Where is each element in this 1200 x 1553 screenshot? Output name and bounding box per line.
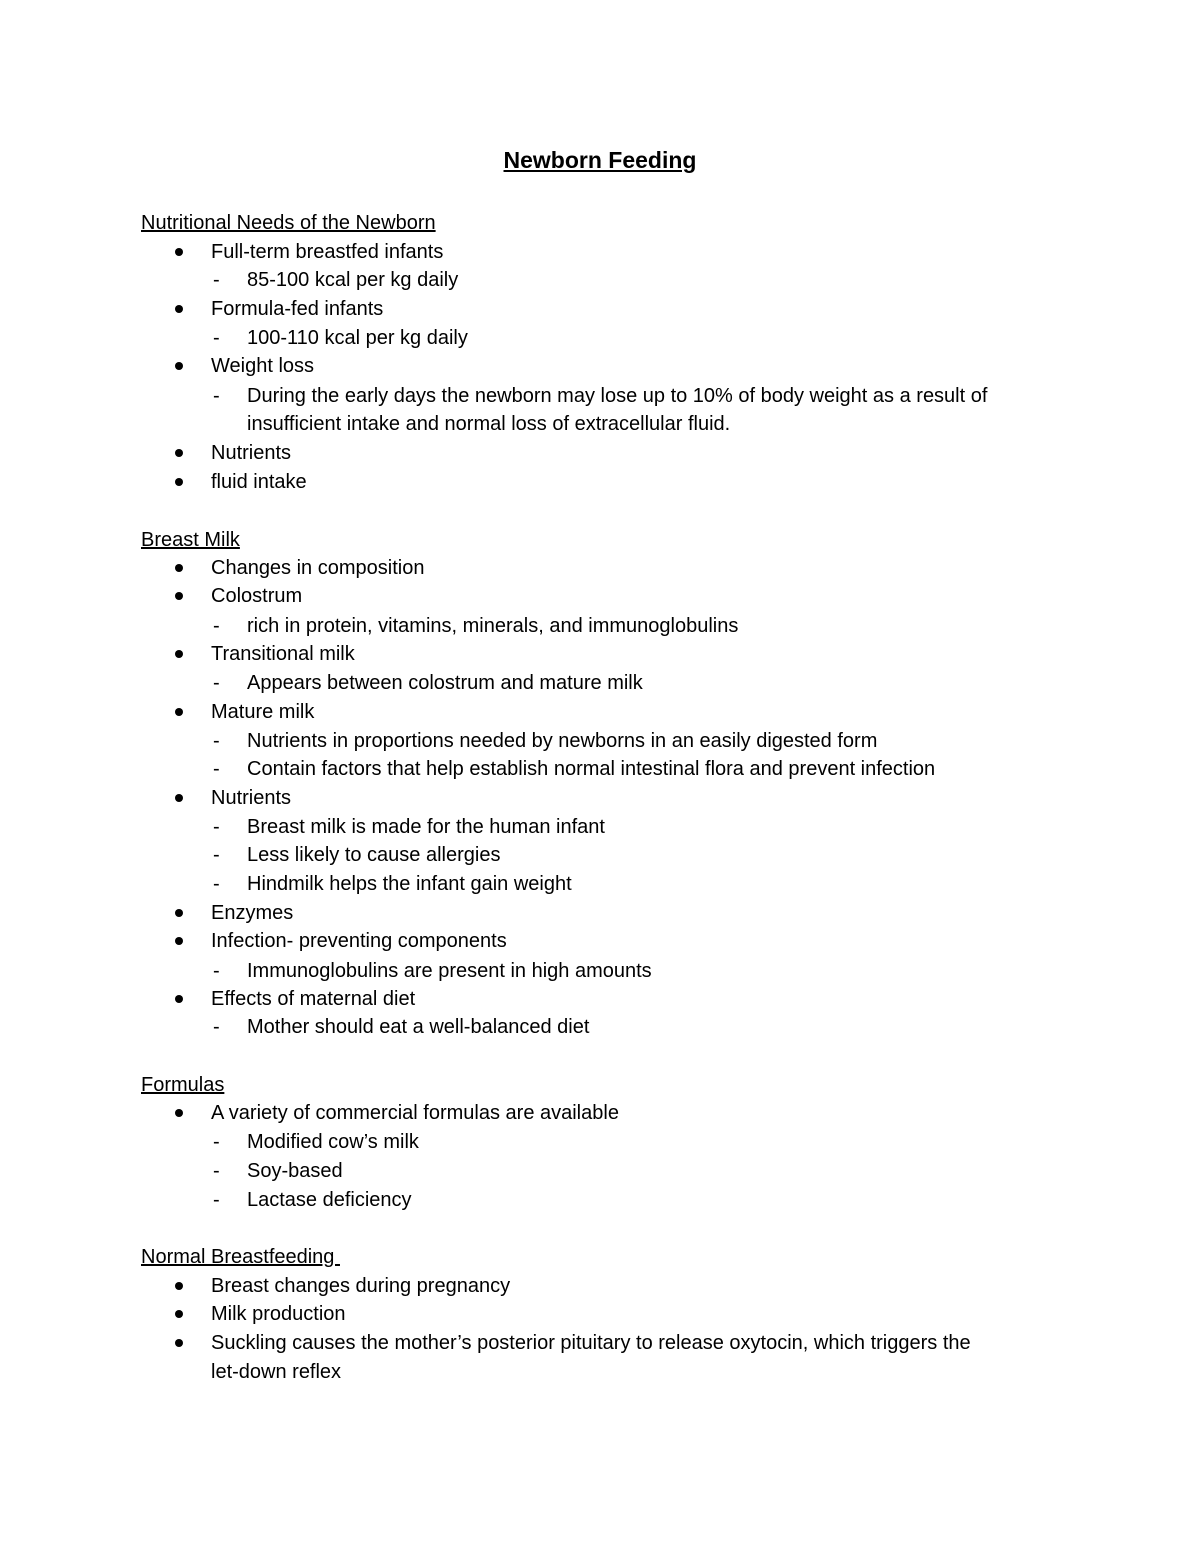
bullet-item: Transitional milk [211, 643, 355, 665]
bullet-icon [175, 909, 183, 917]
bullet-icon [175, 362, 183, 370]
section-heading-nutritional-needs: Nutritional Needs of the Newborn [141, 212, 436, 234]
bullet-icon [175, 1109, 183, 1117]
dash-icon: - [213, 327, 220, 349]
bullet-icon [175, 592, 183, 600]
page-title: Newborn Feeding [503, 147, 697, 173]
dash-icon: - [213, 730, 220, 752]
bullet-icon [175, 708, 183, 716]
bullet-item: Milk production [211, 1303, 346, 1325]
bullet-icon [175, 449, 183, 457]
bullet-item: Suckling causes the mother’s posterior pituitary to release oxytocin, which triggers the [211, 1332, 971, 1354]
sub-item: Immunoglobulins are present in high amounts [247, 960, 652, 982]
bullet-item: Formula-fed infants [211, 298, 384, 320]
dash-icon: - [213, 758, 220, 780]
dash-icon: - [213, 1189, 220, 1211]
bullet-item: Nutrients [211, 442, 292, 464]
bullet-item: Weight loss [211, 355, 315, 377]
bullet-icon [175, 794, 183, 802]
sub-item: Less likely to cause allergies [247, 844, 501, 866]
dash-icon: - [213, 816, 220, 838]
sub-item: Nutrients in proportions needed by newborns in an easily digested form [247, 730, 878, 752]
bullet-item: Changes in composition [211, 557, 425, 579]
bullet-item: Nutrients [211, 787, 292, 809]
dash-icon: - [213, 960, 220, 982]
sub-item: 100-110 kcal per kg daily [247, 327, 468, 349]
bullet-item: fluid intake [211, 471, 307, 493]
dash-icon: - [213, 1131, 220, 1153]
dash-icon: - [213, 269, 220, 291]
dash-icon: - [213, 1016, 220, 1038]
bullet-item: Effects of maternal diet [211, 988, 416, 1010]
bullet-item: Colostrum [211, 585, 303, 607]
sub-item: Lactase deficiency [247, 1189, 412, 1211]
bullet-item: Mature milk [211, 701, 315, 723]
section-heading-breast-milk: Breast Milk [141, 529, 240, 551]
bullet-icon [175, 248, 183, 256]
sub-item: Mother should eat a well-balanced diet [247, 1016, 590, 1038]
sub-item: 85-100 kcal per kg daily [247, 269, 459, 291]
dash-icon: - [213, 672, 220, 694]
bullet-item: A variety of commercial formulas are available [211, 1102, 619, 1124]
sub-item: Contain factors that help establish normal intestinal flora and prevent infection [247, 758, 936, 780]
sub-item: Modified cow’s milk [247, 1131, 419, 1153]
sub-item: Hindmilk helps the infant gain weight [247, 873, 572, 895]
bullet-icon [175, 650, 183, 658]
dash-icon: - [213, 873, 220, 895]
bullet-icon [175, 937, 183, 945]
sub-item: Soy-based [247, 1160, 343, 1182]
bullet-icon [175, 564, 183, 572]
bullet-icon [175, 1282, 183, 1290]
sub-item: Appears between colostrum and mature milk [247, 672, 643, 694]
bullet-item: Breast changes during pregnancy [211, 1275, 511, 1297]
sub-item: rich in protein, vitamins, minerals, and immunoglobulins [247, 615, 739, 637]
dash-icon: - [213, 615, 220, 637]
section-heading-formulas: Formulas [141, 1074, 225, 1096]
dash-icon: - [213, 844, 220, 866]
sub-item-continuation: insufficient intake and normal loss of extracellular fluid. [247, 413, 731, 435]
sub-item: Breast milk is made for the human infant [247, 816, 605, 838]
bullet-item: Enzymes [211, 902, 294, 924]
sub-item: During the early days the newborn may lose up to 10% of body weight as a result of [247, 385, 988, 407]
bullet-icon [175, 1310, 183, 1318]
bullet-item: Infection- preventing components [211, 930, 507, 952]
dash-icon: - [213, 1160, 220, 1182]
section-heading-normal-breastfeeding: Normal Breastfeeding [141, 1246, 340, 1268]
bullet-item-continuation: let-down reflex [211, 1361, 342, 1383]
bullet-icon [175, 305, 183, 313]
bullet-item: Full-term breastfed infants [211, 241, 444, 263]
bullet-icon [175, 1339, 183, 1347]
bullet-icon [175, 995, 183, 1003]
bullet-icon [175, 478, 183, 486]
dash-icon: - [213, 385, 220, 407]
